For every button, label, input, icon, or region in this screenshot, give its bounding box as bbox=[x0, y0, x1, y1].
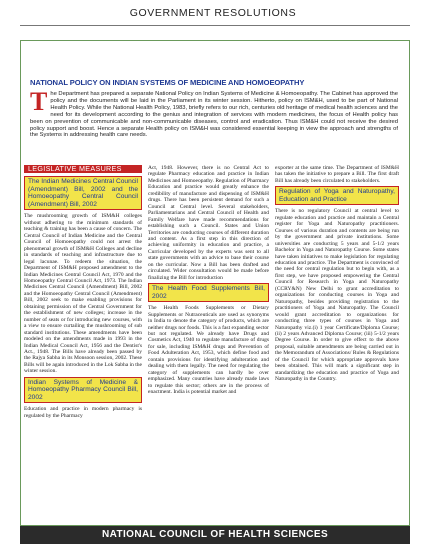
column-3 bbox=[275, 165, 399, 520]
section-header: GOVERNMENT RESOLUTIONS bbox=[129, 7, 297, 19]
body-paragraph: There is no regulatory Council at central level to regulate education and practice and maintain a Central register for Yoga and Naturopathy practitioners. Courses of various duration and contents are being run by the government and private institutions. Some universities are conducting 5 years and 5-1/2 years Bachelor in Yoga and Naturopathy Course. Some states have taken initiatives to make legislation for regulating education and practice. The Department is convinced of the need for central regulation but to begin with, as a first step, we have proposed empowering the Central Council for Research in Yoga and Naturopathy (CCRY&N) New Delhi to grant accreditation to organizations for conducting courses in Yoga and Naturopathy, besides providing registration to the practitioners of Yoga and Naturopathy. The Council would grant accreditation to organizations for conducting three types of courses in Yoga and Naturopathy viz.(i) 1 year Certificate/Diploma Course; (ii) 2 years Advanced Diploma Course; (iii) 5-1/2 years Degree Course. In order to give effect to the above proposal, suitable amendments are being carried out in the Memorandum of Associations/ Rules & Regulations of the Council for which appropriate approvals have been obtained. This will mark a significant step in standardizing the education and practice of Yoga and Naturopathy in the Country. bbox=[275, 208, 399, 383]
intro-paragraph bbox=[30, 91, 398, 161]
body-paragraph: The mushrooming growth of ISM&H colleges without adhering to the minimum standards of teaching & training has been a cause of concern. The Central Council of Indian Medicine and the Central Council of Homoeopathy could not arrest the phenomenal growth of ISM&H Colleges and decline in standards of teaching and infrastructure due to legal lacunae. To redeem the situation, the Department of ISM&H proposed amendment to the Indian Medicines Central Council Act, 1970 and the Homoeopathy Central Council Act, 1973. The Indian Medicines Central Council (Amendment) Bill, 2002 and the Homoeopathy Central Council (Amendment) Bill, 2002 seek to make enabling provisions for obtaining permission of the Central Government for the establishment of new colleges; increase in the number of seats or for introducing new courses, with a view to ensure curtailing the mushrooming of sub standard institutions. These amendments have been modeled on the amendments made in 1993 in the Indian Medical Council Act, 1956 and the Dentist's Act., 1948. The Bills have already been passed by the Rajya Sabha in its Monsoon session, 2002. These Bills will be again introduced in the Lok Sabha in the winter session. bbox=[24, 213, 142, 375]
column-1 bbox=[24, 165, 142, 520]
body-paragraph: Act, 1948. However, there is no Central Act to regulate Pharmacy education and practice in Indian Medicines and Homoeopathy. Regulation of Pharmacy Education and practice would greatly enhance the credibility of manufacture and dispensing of ISM&H drugs. There has been persistent demand for such a Council at Central level. Several stakeholders, Parliamentarians and Central Council of Health and Family Welfare have made recommendations for establishing such a Council. States and Union Territories are conducting courses of different duration and content. As a first step in this direction of achieving uniformity in education and practice, a Curricular developed by the experts was sent to all state governments with an advice to base their course on the curricular. Now a Bill has been drafted and circulated. Wider consultation would be made before finalizing the Bill for introduction bbox=[148, 165, 269, 281]
header-divider bbox=[20, 25, 410, 26]
body-paragraph: exporter at the same time. The Department of ISM&H has taken the initiative to prepare a Bill. The first draft Bill has already been circulated to stakeholders. bbox=[275, 165, 399, 184]
subheading-health-food-bill: The Health Food Supplements Bill, 2002 bbox=[148, 283, 269, 302]
body-paragraph: Education and practice in modern pharmacy is regulated by the Pharmacy bbox=[24, 406, 142, 419]
legislative-measures-banner: LEGISLATIVE MEASURES bbox=[24, 165, 142, 173]
footer-banner: NATIONAL COUNCIL OF HEALTH SCIENCES bbox=[20, 526, 410, 544]
subheading-pharmacy-council-bill: Indian Systems of Medicine & Homoeopathy Pharmacy Council Bill, 2002 bbox=[24, 377, 142, 404]
drop-cap: T bbox=[30, 91, 48, 116]
article bbox=[20, 40, 408, 524]
article-title: NATIONAL POLICY ON INDIAN SYSTEMS OF MEDICINE AND HOMOEOPATHY bbox=[30, 78, 305, 87]
intro-text: he Department has prepared a separate National Policy on Indian Systems of Medicine & Homoeopathy. The Cabinet has approved the policy and the documents will be laid in the Parliament in its winter session. Hitherto, policy on ISM&H, used to be part of National Health Policy. While the National Health Policy, 1983, briefly refers to our rich, centuries old heritage of medical health sciences and the need for its development according to the genius and integration of services with modern medicines, the focus of Health policy has been on prevention of communicable and non-communicable diseases, control and eradication. Thus ISM&H could not receive the desired policy support and boost. Hence a separate Health policy on ISM&H was considered essential keeping in view the approach and strengths of the Systems in addressing health care needs. bbox=[30, 91, 398, 139]
body-paragraph: The Health Foods Supplements or Dietary Supplements or Nutraceuticals are used as synonyms in India to denote the category of products, which are neither drugs nor foods. This is a fast expanding sector but not regulated. We already have Drugs and Cosmetics Act, 1940 to regulate manufacture of drugs for sale, including ISM&H drugs and Prevention of Food Adulteration Act, 1953, which define food and contain provisions for identifying adulteration and dealing with them legally. The need for regulating the category of supplements can hardly be over emphasized. Many countries have already made laws to regulate this sector; others are in the process of enactment. India is potential market and bbox=[148, 305, 269, 396]
column-2 bbox=[148, 165, 269, 520]
subheading-central-council-bills: The Indian Medicines Central Council (Amendment) Bill, 2002 and the Homoeopathy Central Council (Amendment) Bill, 2002 bbox=[24, 176, 142, 210]
subheading-yoga-naturopathy: Regulation of Yoga and Naturopathy, Education and Practice bbox=[275, 186, 399, 205]
